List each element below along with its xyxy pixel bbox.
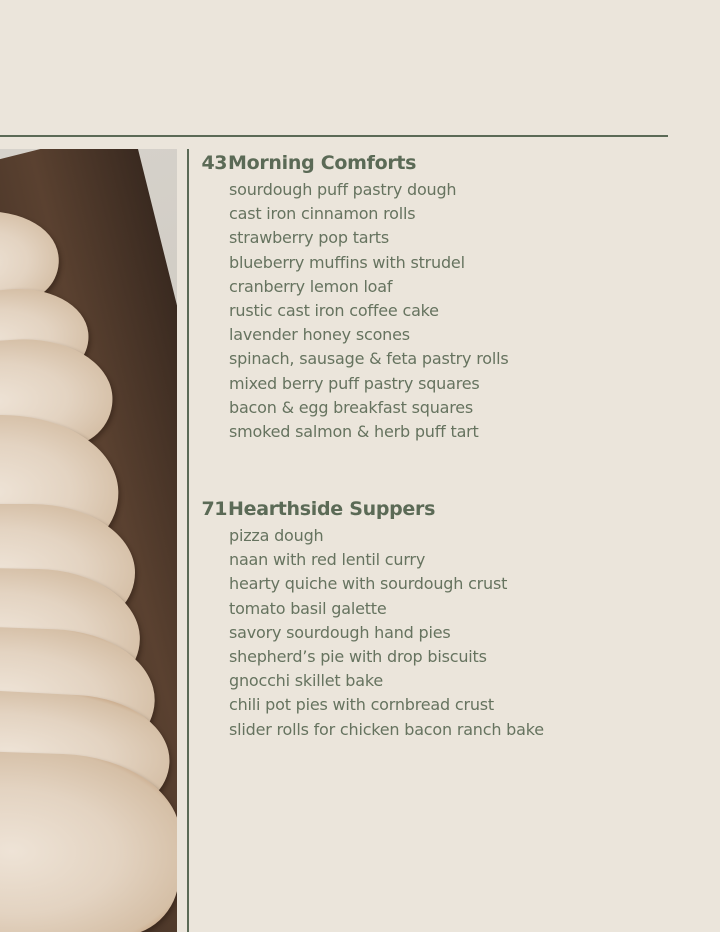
recipe-item: rustic cast iron coffee cake [229,301,439,321]
recipe-item: gnocchi skillet bake [229,671,383,691]
section-title: Morning Comforts [228,152,417,174]
recipe-item: mixed berry puff pastry squares [229,373,480,393]
bread-photo [0,149,177,932]
section-heading [190,498,544,524]
section-title: Hearthside Suppers [228,498,436,520]
top-divider-rule [0,135,668,137]
recipe-item: tomato basil galette [229,598,387,618]
recipe-item: smoked salmon & herb puff tart [229,422,479,442]
recipe-item: spinach, sausage & feta pastry rolls [229,349,509,369]
section-page-number: 71 [201,498,227,520]
recipe-item: hearty quiche with sourdough crust [229,574,508,594]
recipe-item: chili pot pies with cornbread crust [229,695,494,715]
section-hearthside-suppers [190,498,544,742]
recipe-list [190,178,508,444]
section-page-number: 43 [201,152,227,174]
recipe-item: bacon & egg breakfast squares [229,397,474,417]
recipe-item: shepherd’s pie with drop biscuits [229,647,487,667]
vertical-divider-rule [187,149,189,932]
recipe-item: sourdough puff pastry dough [229,180,457,199]
recipe-item: slider rolls for chicken bacon ranch bake [229,719,544,739]
recipe-item: cast iron cinnamon rolls [229,204,416,224]
recipe-item: lavender honey scones [229,325,410,345]
recipe-item: savory sourdough hand pies [229,622,451,642]
recipe-item: blueberry muffins with strudel [229,252,465,272]
section-heading [190,152,508,178]
recipe-item: cranberry lemon loaf [229,276,393,296]
recipe-item: strawberry pop tarts [229,228,389,248]
recipe-list [190,524,544,742]
section-morning-comforts [190,152,508,444]
recipe-item: pizza dough [229,526,324,545]
recipe-item: naan with red lentil curry [229,550,426,570]
